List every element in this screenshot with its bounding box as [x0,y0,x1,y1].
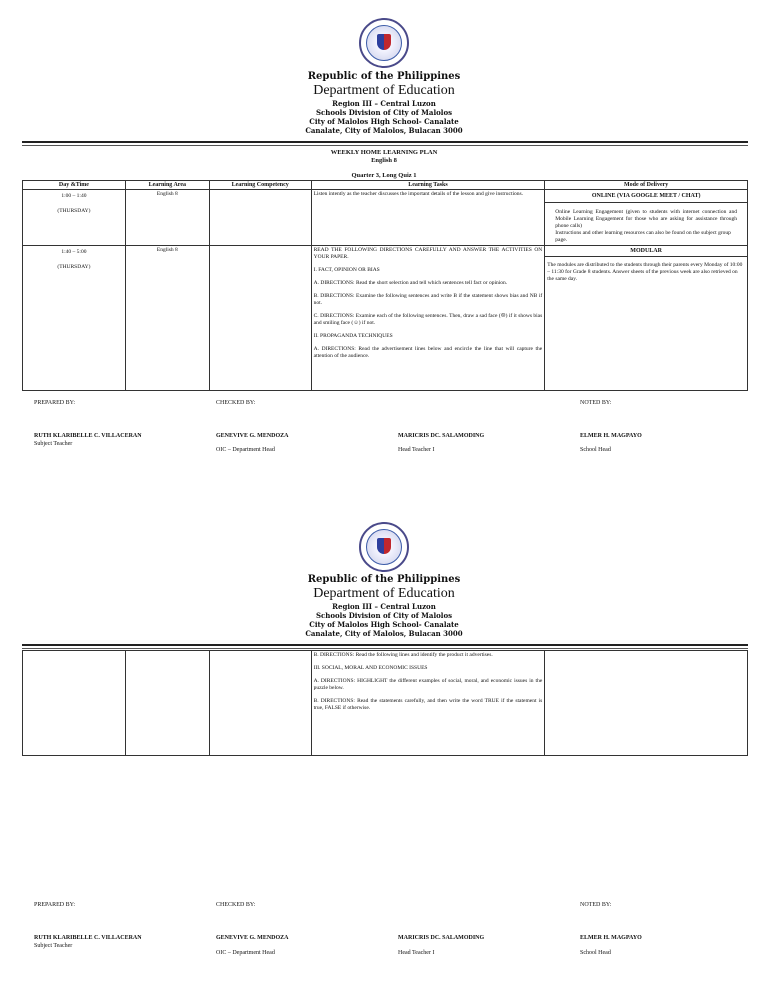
mode-cell [545,190,748,246]
column-header: Learning Competency [209,181,311,190]
division-text: Schools Division of City of Malolos [315,108,453,117]
task-paragraph: A. DIRECTIONS: HIGHLIGHT the different examples of social, moral, and economic issues in the puzzle below. [313,678,543,691]
republic-text: Republic of the Philippines [307,71,461,82]
header-rule [22,141,748,143]
signatory-name: RUTH KLARIBELLE C. VILLACERAN [34,935,142,941]
task-paragraph: II. PROPAGANDA TECHNIQUES [313,333,393,339]
signatory-name: MARICRIS DC. SALAMODING [398,433,485,439]
signatory-role: OIC – Department Head [216,950,275,956]
mode-text: Online Learning Engagement (given to students with internet connection and Mobile Learning Engagement for those who are asking for assistance through phone calls) [555,209,737,229]
deped-seal-logo [359,18,409,68]
mode-cell [545,651,748,756]
learning-plan-table [22,180,748,391]
mode-text-2: Instructions and other learning resources can also be found on the subject group page. [555,230,731,243]
signatory-name: RUTH KLARIBELLE C. VILLACERAN [34,433,142,439]
region-text: Region III – Central Luzon [332,602,436,611]
prepared-label: PREPARED BY: [34,400,76,406]
area-cell [125,651,209,756]
department-title: Department of Education [313,586,455,601]
plan-title: WEEKLY HOME LEARNING PLAN [330,149,438,156]
tasks-cell [311,246,545,391]
column-header: Mode of Delivery [545,181,748,190]
noted-label: NOTED BY: [580,400,612,406]
mode-title: ONLINE (VIA GOOGLE MEET / CHAT) [545,190,747,203]
signatory-name: ELMER H. MAGPAYO [580,935,642,941]
day-time-cell [23,246,126,391]
header-rule [22,644,748,646]
task-paragraph: Listen intently as the teacher discusses the important details of the lesson and give instructions. [313,191,524,197]
signatory-role: Head Teacher I [398,447,435,453]
signatory-name: GENEVIVE G. MENDOZA [216,935,289,941]
day-time-cell [23,190,126,246]
learning-plan-table-continued [22,650,748,756]
task-paragraph: B. DIRECTIONS: Examine the following sentences and write B if the statement shows bias and NB if not. [313,293,543,306]
header-rule-thin [22,648,748,649]
school-text: City of Malolos High School- Canalate [309,620,459,629]
signatory-role: Subject Teacher [34,441,73,447]
day-time-cell [23,651,126,756]
table-row [23,246,748,391]
noted-label: NOTED BY: [580,902,612,908]
address-text: Canalate, City of Malolos, Bulacan 3000 [305,126,463,135]
table-row [23,190,748,246]
region-text: Region III – Central Luzon [332,99,436,108]
tasks-cell [311,651,545,756]
plan-quarter: Quarter 3, Long Quiz 1 [351,172,417,179]
competency-cell [209,651,311,756]
signatory-role: OIC – Department Head [216,447,275,453]
area-cell: English 8 [125,246,209,391]
task-paragraph: B. DIRECTIONS: Read the statements carefully, and then write the word TRUE if the statement is true, FALSE if otherwise. [313,698,543,711]
checked-label: CHECKED BY: [216,902,256,908]
task-paragraph: A. DIRECTIONS: Read the advertisement lines below and encircle the line that will capture the attention of the audience. [313,346,543,359]
competency-cell [209,190,311,246]
signatory-role: School Head [580,447,611,453]
area-cell: English 8 [125,190,209,246]
task-paragraph: READ THE FOLLOWING DIRECTIONS CAREFULLY AND ANSWER THE ACTIVITIES ON YOUR PAPER. [313,247,543,260]
task-paragraph: I. FACT, OPINION OR BIAS [313,267,380,273]
task-paragraph: C. DIRECTIONS: Examine each of the following sentences. Then, draw a sad face (☹) if it shows bias and smiling face (☺) if not. [313,313,543,326]
column-header: Day &Time [23,181,126,190]
division-text: Schools Division of City of Malolos [315,611,453,620]
tasks-cell [311,190,545,246]
table-row [23,651,748,756]
mode-cell [545,246,748,391]
header-rule-thin [22,145,748,146]
plan-subject: English 8 [371,157,397,164]
school-text: City of Malolos High School- Canalate [309,117,459,126]
signatory-name: GENEVIVE G. MENDOZA [216,433,289,439]
mode-title: MODULAR [545,246,747,257]
task-paragraph: III. SOCIAL, MORAL AND ECONOMIC ISSUES [313,665,428,671]
signatory-role: Subject Teacher [34,943,73,949]
time-text: 1:00 – 1:40 [61,193,87,199]
day-text: (THURSDAY) [57,264,91,270]
department-title: Department of Education [313,83,455,98]
mode-text: The modules are distributed to the students through their parents every Monday of 10:00 – 11:30 for Grade 8 students. Answer sheets of the previous week are also retrieved on the same day. [547,262,743,282]
day-text: (THURSDAY) [57,208,91,214]
task-paragraph: A. DIRECTIONS: Read the short selection and tell which sentences tell fact or opinion. [313,280,508,286]
checked-label: CHECKED BY: [216,400,256,406]
signatory-role: School Head [580,950,611,956]
signatory-name: MARICRIS DC. SALAMODING [398,935,485,941]
competency-cell [209,246,311,391]
signatory-name: ELMER H. MAGPAYO [580,433,642,439]
task-paragraph: B. DIRECTIONS: Read the following lines and identify the product it advertises. [313,652,493,658]
deped-seal-logo [359,522,409,572]
table-header-row [23,181,748,190]
address-text: Canalate, City of Malolos, Bulacan 3000 [305,629,463,638]
prepared-label: PREPARED BY: [34,902,76,908]
signatory-role: Head Teacher I [398,950,435,956]
time-text: 1:40 – 5:00 [61,249,87,255]
column-header: Learning Area [125,181,209,190]
column-header: Learning Tasks [311,181,545,190]
republic-text: Republic of the Philippines [307,574,461,585]
